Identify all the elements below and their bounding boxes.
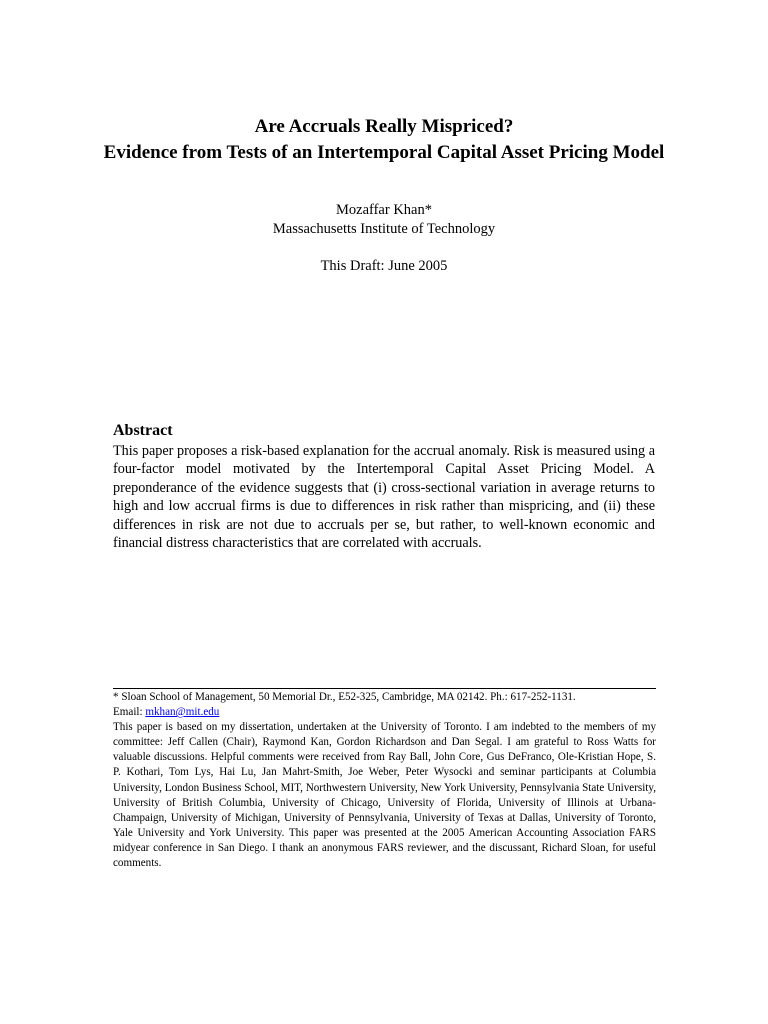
author-name: Mozaffar Khan*: [336, 202, 432, 218]
email-link[interactable]: mkhan@mit.edu: [145, 706, 220, 719]
draft-date: This Draft: June 2005: [320, 258, 448, 274]
author-block: [0, 201, 768, 239]
email-label: Email:: [113, 706, 146, 719]
footnote-email-line: [113, 705, 656, 720]
author-affiliation: Massachusetts Institute of Technology: [272, 221, 496, 237]
title-line-2: Evidence from Tests of an Intertemporal Capital Asset Pricing Model: [103, 142, 665, 163]
title-line-1: Are Accruals Really Mispriced?: [254, 116, 514, 137]
footnote-divider: [113, 688, 656, 689]
abstract-heading: Abstract: [113, 422, 173, 439]
paper-title: [0, 114, 768, 166]
abstract-text: This paper proposes a risk-based explanation for the accrual anomaly. Risk is measured using a four-factor model motivated by the Intertemporal Capital Asset Pricing Model. A preponderance of the evidence suggests that (i) cross-sectional variation in average returns to high and low accrual firms is due to differences in risk rather than mispricing, and (ii) these differences in risk are not due to accruals per se, but rather, to well-known economic and financial distress characteristics that are correlated with accruals.: [113, 443, 655, 552]
footnote: [113, 690, 656, 871]
footnote-acknowledgements: This paper is based on my dissertation, undertaken at the University of Toronto. I am indebted to the members of my committee: Jeff Callen (Chair), Raymond Kan, Gordon Richardson and Dan Segal. I am grateful to Ross Watts for valuable discussions. Helpful comments were received from Ray Ball, John Core, Gus DeFranco, Ole-Kristian Hope, S. P. Kothari, Tom Lys, Hai Lu, Jan Mahrt-Smith, Joe Weber, Peter Wysocki and seminar participants at Columbia University, London Business School, MIT, Northwestern University, New York University, Pennsylvania State University, University of British Columbia, University of Chicago, University of Florida, University of Illinois at Urbana-Champaign, University of Michigan, University of Pennsylvania, University of Texas at Dallas, University of Toronto, Yale University and York University. This paper was presented at the 2005 American Accounting Association FARS midyear conference in San Diego. I thank an anonymous FARS reviewer, and the discussant, Richard Sloan, for useful comments.: [113, 721, 656, 870]
footnote-address: * Sloan School of Management, 50 Memorial Dr., E52-325, Cambridge, MA 02142. Ph.: 617-252-1131.: [113, 691, 576, 703]
